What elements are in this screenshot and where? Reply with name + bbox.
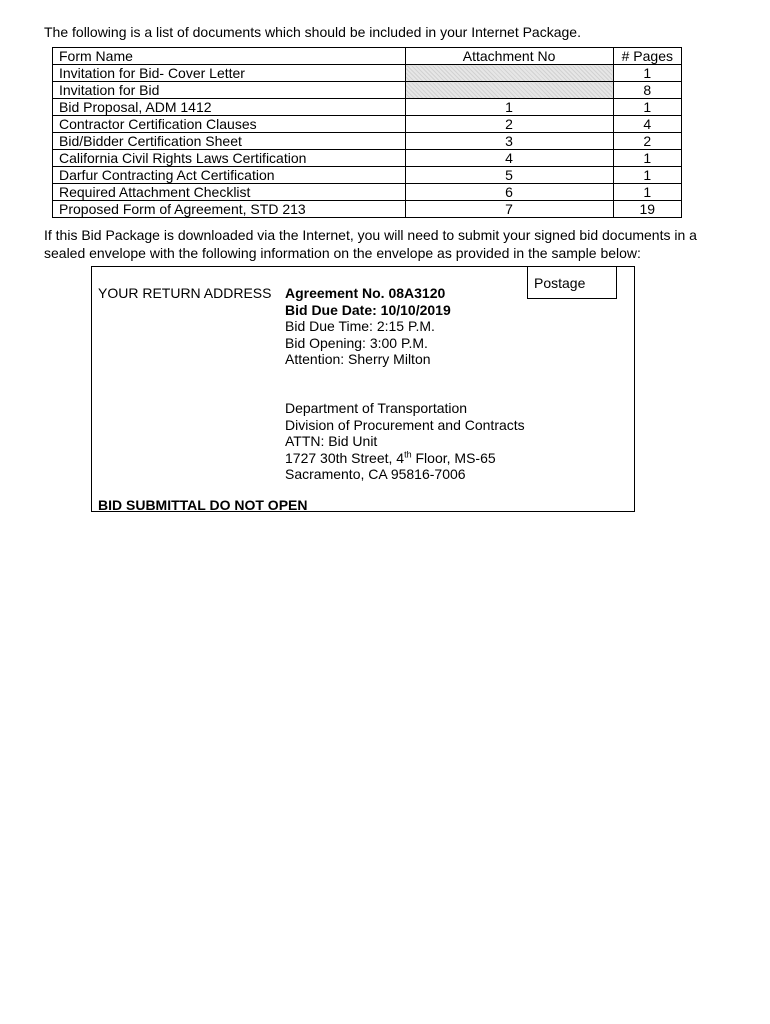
- bid-due-time: Bid Due Time: 2:15 P.M.: [285, 318, 435, 334]
- form-name-cell: Invitation for Bid- Cover Letter: [53, 65, 406, 82]
- form-name-cell: Required Attachment Checklist: [53, 184, 406, 201]
- attachment-cell: 4: [405, 150, 613, 167]
- address-street-floor: Floor, MS-65: [411, 449, 496, 466]
- form-name-cell: California Civil Rights Laws Certification: [53, 150, 406, 167]
- table-row: [53, 82, 682, 99]
- bid-submittal-notice: BID SUBMITTAL DO NOT OPEN: [98, 497, 308, 513]
- mailing-address: [285, 400, 525, 483]
- table-row: [53, 116, 682, 133]
- attachment-cell-shaded: [405, 82, 613, 99]
- address-department: Department of Transportation: [285, 400, 468, 416]
- attachment-cell: 2: [405, 116, 613, 133]
- pages-cell: 2: [613, 133, 681, 150]
- form-name-cell: Darfur Contracting Act Certification: [53, 167, 406, 184]
- header-pages: # Pages: [613, 48, 681, 65]
- address-street-number: 1727 30th Street, 4: [285, 449, 405, 466]
- pages-cell: 1: [613, 65, 681, 82]
- attachment-cell: 6: [405, 184, 613, 201]
- table-row: [53, 133, 682, 150]
- bid-info-block: [285, 285, 451, 368]
- bid-opening: Bid Opening: 3:00 P.M.: [285, 334, 428, 351]
- attachment-cell: 1: [405, 99, 613, 116]
- attention-line: Attention: Sherry Milton: [285, 351, 431, 367]
- header-attachment-no: Attachment No: [405, 48, 613, 65]
- form-name-cell: Contractor Certification Clauses: [53, 116, 406, 133]
- envelope-sample: [91, 266, 635, 512]
- postage-box: Postage: [527, 266, 617, 299]
- address-division: Division of Procurement and Contracts: [285, 416, 525, 433]
- intro-text: The following is a list of documents which should be included in your Internet Package.: [44, 24, 581, 40]
- documents-table: [52, 47, 682, 218]
- address-attn: ATTN: Bid Unit: [285, 433, 378, 449]
- bid-due-date: Bid Due Date: 10/10/2019: [285, 301, 451, 318]
- pages-cell: 1: [613, 99, 681, 116]
- table-row: [53, 184, 682, 201]
- pages-cell: 4: [613, 116, 681, 133]
- table-row: [53, 201, 682, 218]
- form-name-cell: Bid Proposal, ADM 1412: [53, 99, 406, 116]
- table-row: [53, 150, 682, 167]
- address-city: Sacramento, CA 95816-7006: [285, 466, 466, 482]
- table-row: [53, 65, 682, 82]
- form-name-cell: Invitation for Bid: [53, 82, 406, 99]
- table-header-row: [53, 48, 682, 65]
- table-row: [53, 167, 682, 184]
- pages-cell: 1: [613, 150, 681, 167]
- return-address: YOUR RETURN ADDRESS: [98, 285, 272, 301]
- instructions-paragraph: If this Bid Package is downloaded via the Internet, you will need to submit your signed bid documents in a sealed envelope with the following information on the envelope as provided in the sample below:: [44, 227, 697, 261]
- pages-cell: 1: [613, 167, 681, 184]
- address-street-ordinal: th: [404, 448, 412, 459]
- pages-cell: 1: [613, 184, 681, 201]
- pages-cell: 19: [613, 201, 681, 218]
- attachment-cell-shaded: [405, 65, 613, 82]
- header-form-name: Form Name: [53, 48, 406, 65]
- attachment-cell: 7: [405, 201, 613, 218]
- pages-cell: 8: [613, 82, 681, 99]
- form-name-cell: Proposed Form of Agreement, STD 213: [53, 201, 406, 218]
- attachment-cell: 5: [405, 167, 613, 184]
- address-street: [285, 450, 525, 467]
- table-row: [53, 99, 682, 116]
- attachment-cell: 3: [405, 133, 613, 150]
- agreement-number: Agreement No. 08A3120: [285, 285, 446, 301]
- form-name-cell: Bid/Bidder Certification Sheet: [53, 133, 406, 150]
